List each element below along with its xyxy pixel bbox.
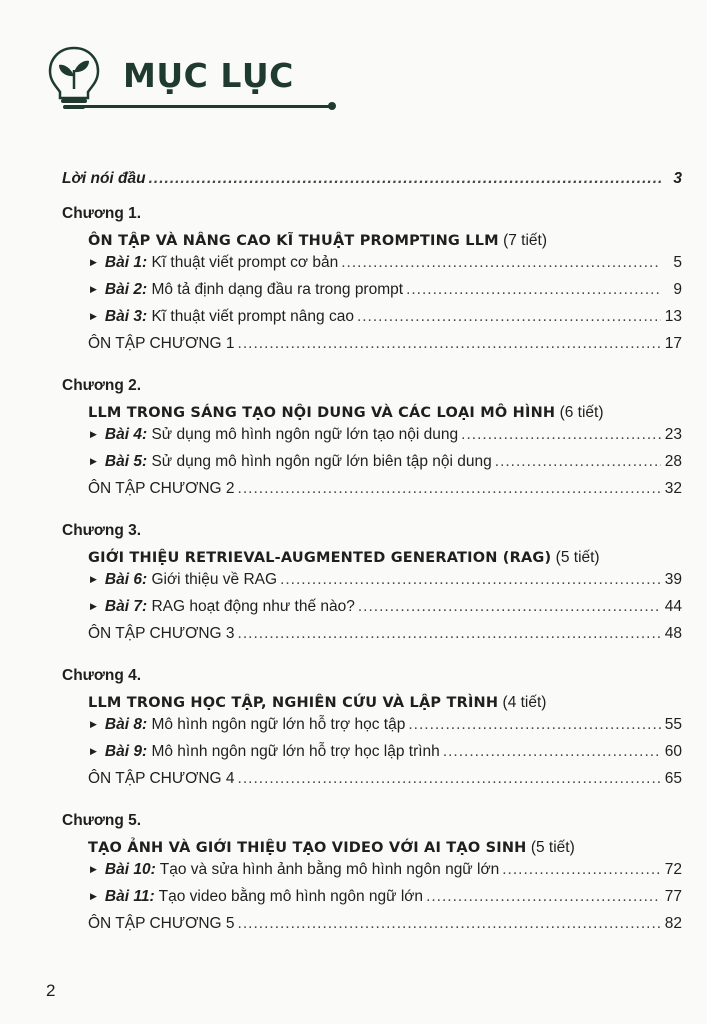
bullet-arrow-icon: ▶ bbox=[90, 719, 97, 729]
lesson-entry[interactable] bbox=[62, 888, 682, 915]
lesson-title: Sử dụng mô hình ngôn ngữ lớn tạo nội dung bbox=[151, 426, 459, 443]
lesson-entry[interactable] bbox=[62, 598, 682, 625]
bullet-arrow-icon: ▶ bbox=[90, 574, 97, 584]
review-title: ÔN TẬP CHƯƠNG 5 bbox=[88, 915, 235, 932]
dot-leader bbox=[149, 170, 661, 188]
lesson-title: Sử dụng mô hình ngôn ngữ lớn biên tập nội dung bbox=[151, 453, 492, 470]
dot-leader bbox=[238, 915, 661, 933]
chapter-heading: Chương 1. bbox=[62, 205, 142, 222]
lesson-number: Bài 10: bbox=[104, 861, 156, 878]
dot-leader bbox=[443, 743, 661, 761]
dot-leader bbox=[341, 254, 661, 272]
lesson-entry[interactable] bbox=[62, 571, 682, 598]
page-ref: 77 bbox=[664, 888, 682, 905]
dot-leader bbox=[495, 453, 661, 471]
chapter-title[interactable] bbox=[62, 689, 682, 716]
lesson-number: Bài 9: bbox=[104, 743, 148, 760]
chapter-periods: (4 tiết) bbox=[502, 694, 547, 711]
review-title: ÔN TẬP CHƯƠNG 2 bbox=[88, 480, 235, 497]
chapter-title[interactable] bbox=[62, 227, 682, 254]
page-ref: 44 bbox=[664, 598, 682, 615]
chapter-periods: (5 tiết) bbox=[555, 549, 600, 566]
chapter-periods: (5 tiết) bbox=[530, 839, 575, 856]
page-ref: 9 bbox=[673, 281, 682, 298]
lesson-entry[interactable] bbox=[62, 453, 682, 480]
lesson-title: Tạo video bằng mô hình ngôn ngữ lớn bbox=[158, 888, 424, 905]
lesson-number: Bài 4: bbox=[104, 426, 148, 443]
dot-leader bbox=[408, 716, 661, 734]
lesson-number: Bài 7: bbox=[104, 598, 148, 615]
bullet-arrow-icon: ▶ bbox=[90, 601, 97, 611]
chapter-title[interactable] bbox=[62, 834, 682, 861]
bullet-arrow-icon: ▶ bbox=[90, 284, 97, 294]
bullet-arrow-icon: ▶ bbox=[90, 311, 97, 321]
lesson-entry[interactable] bbox=[62, 308, 682, 335]
chapter-5 bbox=[62, 807, 682, 942]
page-ref: 32 bbox=[664, 480, 682, 497]
lesson-entry[interactable] bbox=[62, 743, 682, 770]
chapter-title-text: TẠO ẢNH VÀ GIỚI THIỆU TẠO VIDEO VỚI AI TẠO SINH bbox=[88, 840, 527, 856]
lesson-title: Tạo và sửa hình ảnh bằng mô hình ngôn ngữ lớn bbox=[159, 861, 500, 878]
chapter-heading: Chương 2. bbox=[62, 377, 142, 394]
chapter-title[interactable] bbox=[62, 399, 682, 426]
lesson-title: RAG hoạt động như thế nào? bbox=[151, 598, 355, 615]
bullet-arrow-icon: ▶ bbox=[90, 456, 97, 466]
chapter-2 bbox=[62, 372, 682, 507]
chapter-1 bbox=[62, 200, 682, 362]
dot-leader bbox=[502, 861, 661, 879]
lesson-entry[interactable] bbox=[62, 281, 682, 308]
lesson-title: Mô hình ngôn ngữ lớn hỗ trợ học tập bbox=[151, 716, 406, 733]
page-ref: 48 bbox=[664, 625, 682, 642]
toc-header bbox=[46, 44, 346, 124]
dot-leader bbox=[280, 571, 661, 589]
page-ref: 39 bbox=[664, 571, 682, 588]
review-title: ÔN TẬP CHƯƠNG 4 bbox=[88, 770, 235, 787]
lesson-number: Bài 2: bbox=[104, 281, 148, 298]
review-title: ÔN TẬP CHƯƠNG 1 bbox=[88, 335, 235, 352]
page-ref: 60 bbox=[664, 743, 682, 760]
bullet-arrow-icon: ▶ bbox=[90, 257, 97, 267]
dot-leader bbox=[238, 770, 661, 788]
dot-leader bbox=[357, 308, 661, 326]
chapter-periods: (7 tiết) bbox=[503, 232, 548, 249]
page-ref: 28 bbox=[664, 453, 682, 470]
lesson-number: Bài 1: bbox=[104, 254, 148, 271]
page-ref: 82 bbox=[664, 915, 682, 932]
lesson-entry[interactable] bbox=[62, 426, 682, 453]
chapter-title-text: LLM TRONG SÁNG TẠO NỘI DUNG VÀ CÁC LOẠI MÔ HÌNH bbox=[88, 405, 556, 421]
lesson-number: Bài 6: bbox=[104, 571, 148, 588]
lesson-title: Mô hình ngôn ngữ lớn hỗ trợ học lập trình bbox=[151, 743, 440, 760]
bullet-arrow-icon: ▶ bbox=[90, 891, 97, 901]
chapter-title-text: ÔN TẬP VÀ NÂNG CAO KĨ THUẬT PROMPTING LLM bbox=[88, 233, 499, 249]
chapter-review-entry[interactable] bbox=[62, 770, 682, 797]
dot-leader bbox=[426, 888, 661, 906]
lesson-entry[interactable] bbox=[62, 254, 682, 281]
bullet-arrow-icon: ▶ bbox=[90, 746, 97, 756]
page-ref: 3 bbox=[673, 170, 682, 187]
page-title: MỤC LỤC bbox=[123, 56, 294, 95]
page-ref: 17 bbox=[664, 335, 682, 352]
chapter-title[interactable] bbox=[62, 544, 682, 571]
chapter-review-entry[interactable] bbox=[62, 480, 682, 507]
chapter-heading: Chương 3. bbox=[62, 522, 142, 539]
bullet-arrow-icon: ▶ bbox=[90, 429, 97, 439]
chapter-title-text: GIỚI THIỆU RETRIEVAL-AUGMENTED GENERATION (RAG) bbox=[88, 550, 552, 566]
dot-leader bbox=[461, 426, 661, 444]
chapter-heading: Chương 5. bbox=[62, 812, 142, 829]
page-ref: 5 bbox=[673, 254, 682, 271]
lesson-title: Giới thiệu về RAG bbox=[151, 571, 278, 588]
chapter-periods: (6 tiết) bbox=[559, 404, 604, 421]
table-of-contents bbox=[62, 170, 682, 952]
page-ref: 13 bbox=[664, 308, 682, 325]
page-ref: 72 bbox=[664, 861, 682, 878]
lightbulb-leaf-icon bbox=[46, 44, 102, 114]
lesson-title: Mô tả định dạng đầu ra trong prompt bbox=[151, 281, 404, 298]
chapter-review-entry[interactable] bbox=[62, 915, 682, 942]
dot-leader bbox=[358, 598, 661, 616]
page-ref: 23 bbox=[664, 426, 682, 443]
lesson-number: Bài 11: bbox=[104, 888, 155, 905]
lesson-number: Bài 5: bbox=[104, 453, 148, 470]
lesson-title: Kĩ thuật viết prompt nâng cao bbox=[151, 308, 354, 325]
dot-leader bbox=[406, 281, 661, 299]
chapter-heading: Chương 4. bbox=[62, 667, 142, 684]
lesson-title: Kĩ thuật viết prompt cơ bản bbox=[151, 254, 339, 271]
toc-entry-intro[interactable] bbox=[62, 170, 682, 197]
lesson-entry[interactable] bbox=[62, 716, 682, 743]
dot-leader bbox=[238, 625, 661, 643]
dot-leader bbox=[238, 480, 661, 498]
page-ref: 65 bbox=[664, 770, 682, 787]
lesson-number: Bài 3: bbox=[104, 308, 148, 325]
chapter-title-text: LLM TRONG HỌC TẬP, NGHIÊN CỨU VÀ LẬP TRÌNH bbox=[88, 695, 499, 711]
title-underline bbox=[64, 105, 332, 108]
intro-label: Lời nói đầu bbox=[62, 170, 146, 187]
dot-leader bbox=[238, 335, 661, 353]
page-ref: 55 bbox=[664, 716, 682, 733]
underline-dot bbox=[328, 102, 336, 110]
review-title: ÔN TẬP CHƯƠNG 3 bbox=[88, 625, 235, 642]
chapter-4 bbox=[62, 662, 682, 797]
chapter-review-entry[interactable] bbox=[62, 625, 682, 652]
lesson-number: Bài 8: bbox=[104, 716, 148, 733]
page-number: 2 bbox=[46, 981, 56, 1000]
bullet-arrow-icon: ▶ bbox=[90, 864, 97, 874]
chapter-review-entry[interactable] bbox=[62, 335, 682, 362]
lesson-entry[interactable] bbox=[62, 861, 682, 888]
chapter-3 bbox=[62, 517, 682, 652]
